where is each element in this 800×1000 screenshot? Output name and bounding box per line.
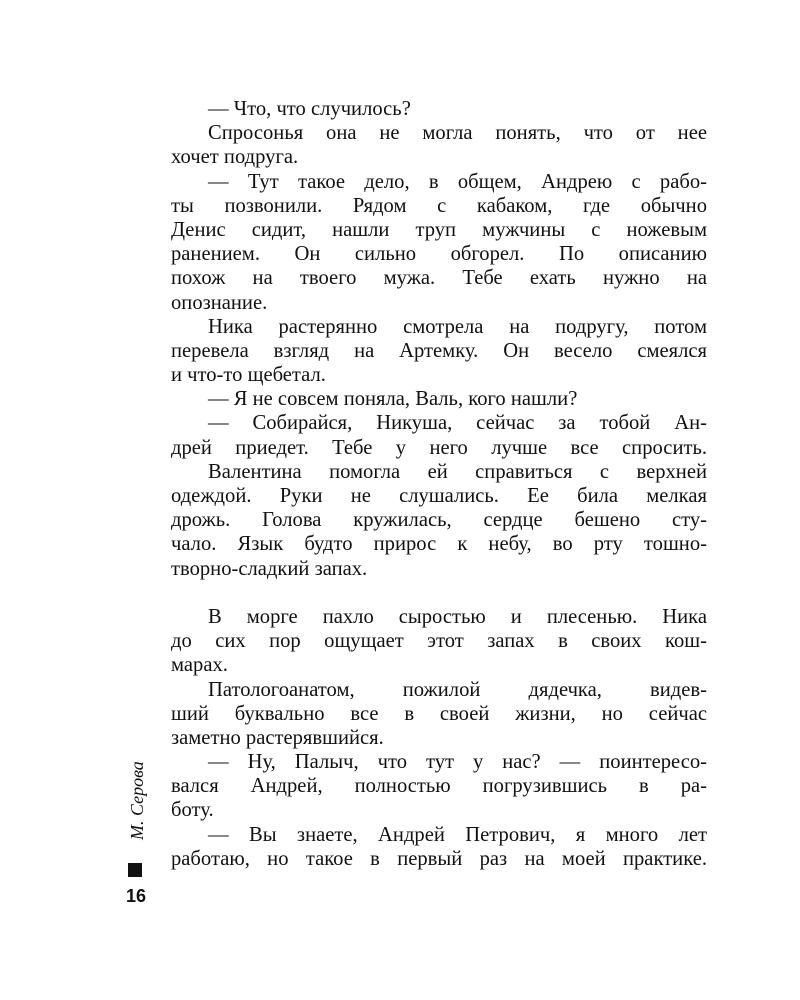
text-line: ший буквально все в своей жизни, но сейчас <box>171 702 707 725</box>
text-line: чало. Язык будто прирос к небу, во рту тошно- <box>171 533 707 556</box>
text-line: — Ну, Палыч, что тут у нас? — поинтересо- <box>208 751 707 774</box>
text-line: заметно растерявшийся. <box>171 726 384 749</box>
text-line: В морге пахло сыростью и плесенью. Ника <box>208 605 707 628</box>
text-line: Валентина помогла ей справиться с верхней <box>208 460 707 483</box>
text-line: творно-сладкий запах. <box>171 557 368 580</box>
text-line: — Собирайся, Никуша, сейчас за тобой Ан- <box>208 412 707 435</box>
text-line: — Я не совсем поняла, Валь, кого нашли? <box>208 388 578 411</box>
text-line: — Вы знаете, Андрей Петрович, я много лет <box>208 823 707 846</box>
text-line: перевела взгляд на Артемку. Он весело смеялся <box>171 339 707 362</box>
text-line: ранением. Он сильно обгорел. По описанию <box>171 243 707 266</box>
running-head-author: М. Серова <box>127 761 147 840</box>
text-line: боту. <box>171 799 214 822</box>
text-line: — Тут такое дело, в общем, Андрею с рабо- <box>208 170 707 193</box>
text-line: — Что, что случилось? <box>208 98 411 120</box>
page-number: 16 <box>126 886 147 906</box>
page-marker-square <box>128 863 142 877</box>
body-text <box>171 97 707 871</box>
text-line: дрей приедет. Тебе у него лучше все спросить. <box>171 436 707 459</box>
text-line: дрожь. Голова кружилась, сердце бешено сту- <box>171 509 707 532</box>
text-line: Денис сидит, нашли труп мужчины с ножевым <box>171 218 707 241</box>
text-line: опознание. <box>171 291 268 314</box>
text-line: Патологоанатом, пожилой дядечка, видев- <box>208 678 707 701</box>
paragraph-break <box>171 581 707 605</box>
text-line: ты позвонили. Рядом с кабаком, где обычно <box>171 194 707 217</box>
text-line: вался Андрей, полностью погрузившись в ра- <box>171 775 707 798</box>
text-line: одеждой. Руки не слушались. Ее била мелкая <box>171 485 707 507</box>
text-line: марах. <box>171 654 228 677</box>
text-line: хочет подруга. <box>171 146 299 169</box>
text-line: Спросонья она не могла понять, что от нее <box>208 122 707 145</box>
text-line: похож на твоего мужа. Тебе ехать нужно на <box>171 267 707 290</box>
text-line: работаю, но такое в первый раз на моей практике. <box>171 847 707 870</box>
text-line: до сих пор ощущает этот запах в своих кош- <box>171 630 707 653</box>
text-line: Ника растерянно смотрела на подругу, потом <box>208 315 707 338</box>
text-line: и что-то щебетал. <box>171 364 326 387</box>
